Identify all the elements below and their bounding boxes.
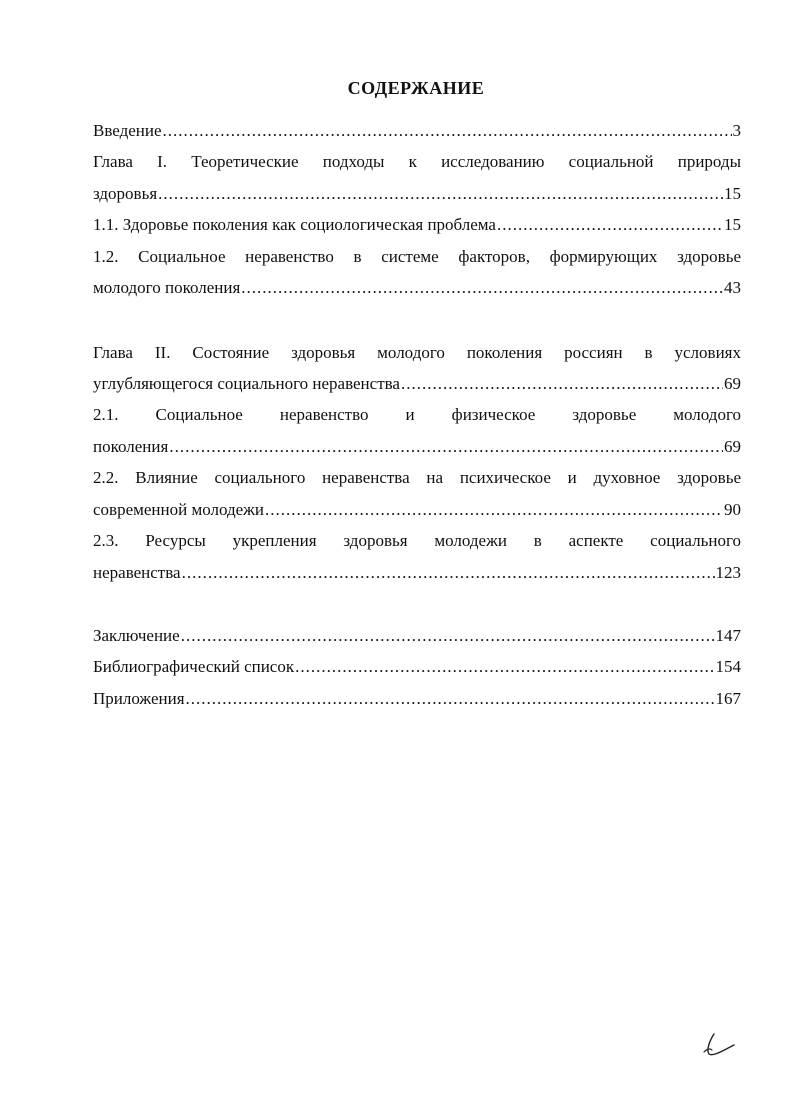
toc-entry-appendices[interactable]	[93, 683, 741, 715]
dot-leader	[241, 272, 723, 304]
dot-leader	[181, 620, 715, 652]
toc-entry-section-2-2-line-1[interactable]: 2.2. Влияние социального неравенства на психическое и духовное здоровье	[93, 468, 741, 487]
toc-page-number: 123	[715, 563, 741, 582]
toc-entry-section-1-2-line-1[interactable]: 1.2. Социальное неравенство в системе факторов, формирующих здоровье	[93, 247, 741, 266]
toc-entry-chapter-1-line-1[interactable]: Глава I. Теоретические подходы к исследованию социальной природы	[93, 152, 741, 171]
toc-entry-chapter-1[interactable]	[93, 178, 741, 210]
toc-page-number: 147	[715, 626, 741, 645]
dot-leader	[401, 368, 723, 400]
toc-entry-section-2-3[interactable]	[93, 557, 741, 589]
toc-entry-section-1-1[interactable]	[93, 209, 741, 241]
dot-leader	[186, 683, 715, 715]
toc-entry-section-2-1[interactable]	[93, 431, 741, 463]
toc-entry-title: Введение	[93, 121, 162, 140]
toc-entry-title: Библиографический список	[93, 657, 295, 676]
toc-entry-section-2-3-line-1[interactable]: 2.3. Ресурсы укрепления здоровья молодежи в аспекте социального	[93, 531, 741, 550]
dot-leader	[295, 651, 714, 683]
dot-leader	[169, 431, 723, 463]
handwritten-page-mark-icon	[700, 1030, 740, 1060]
toc-entry-title: неравенства	[93, 563, 181, 582]
toc-page-number: 167	[715, 689, 741, 708]
toc-entry-title: молодого поколения	[93, 278, 241, 297]
toc-page-number: 15	[724, 184, 741, 203]
toc-entry-title: современной молодежи	[93, 500, 265, 519]
dot-leader	[182, 557, 715, 589]
dot-leader	[158, 178, 723, 210]
toc-page-number: 3	[732, 121, 741, 140]
page-title: СОДЕРЖАНИЕ	[347, 78, 485, 98]
toc-page-number: 90	[724, 500, 741, 519]
toc-entry-title: 1.1. Здоровье поколения как социологическая проблема	[93, 215, 496, 234]
toc-entry-section-1-2[interactable]	[93, 272, 741, 304]
toc-entry-title: углубляющегося социального неравенства	[93, 374, 400, 393]
toc-page-number: 154	[715, 657, 741, 676]
dot-leader	[265, 494, 723, 526]
toc-entry-chapter-2-line-1[interactable]: Глава II. Состояние здоровья молодого поколения россиян в условиях	[93, 343, 741, 362]
toc-entry-introduction[interactable]	[93, 115, 741, 147]
dot-leader	[163, 115, 732, 147]
toc-page-number: 43	[724, 278, 741, 297]
toc-page-number: 69	[724, 374, 741, 393]
toc-entry-title: поколения	[93, 437, 169, 456]
toc-page-number: 69	[724, 437, 741, 456]
toc-page-number: 15	[724, 215, 741, 234]
toc-entry-title: Заключение	[93, 626, 180, 645]
toc-entry-section-2-2[interactable]	[93, 494, 741, 526]
toc-entry-chapter-2[interactable]	[93, 368, 741, 400]
toc-entry-conclusion[interactable]	[93, 620, 741, 652]
toc-entry-title: здоровья	[93, 184, 158, 203]
toc-entry-title: Приложения	[93, 689, 185, 708]
toc-entry-bibliography[interactable]	[93, 651, 741, 683]
dot-leader	[497, 209, 723, 241]
toc-entry-section-2-1-line-1[interactable]: 2.1. Социальное неравенство и физическое здоровье молодого	[93, 405, 741, 424]
